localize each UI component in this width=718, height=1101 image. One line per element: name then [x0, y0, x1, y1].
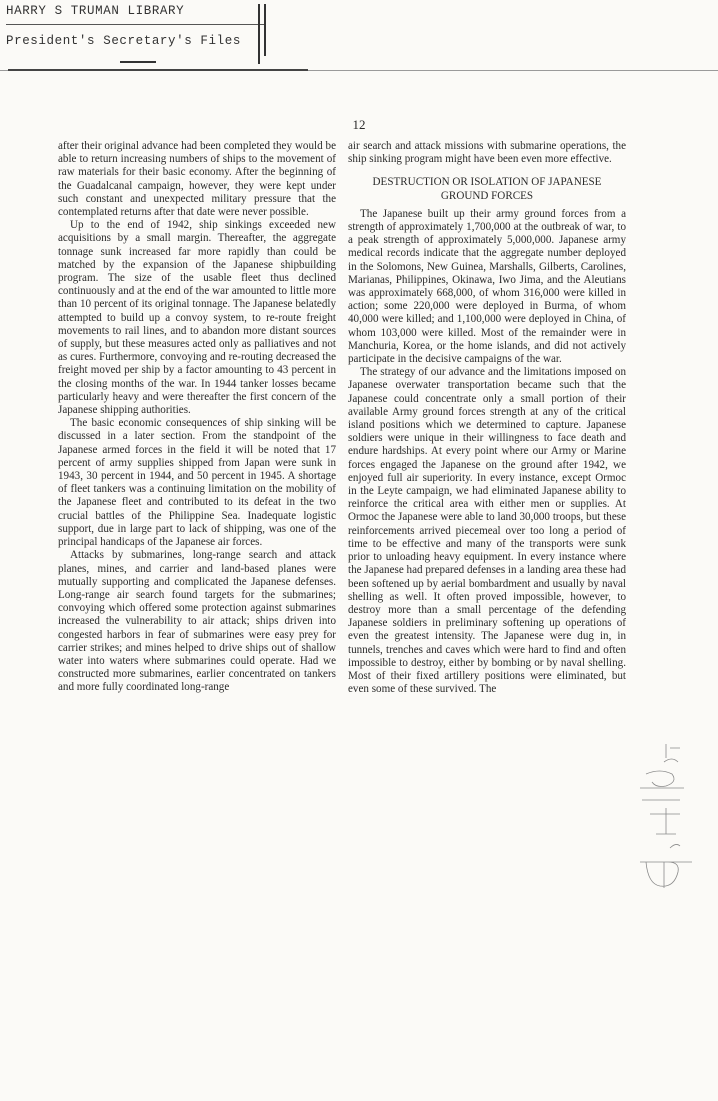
section-heading: DESTRUCTION OR ISOLATION OF JAPANESE GROUND FORCES [372, 176, 602, 202]
right-paragraph-2: The strategy of our advance and the limitations imposed on Japanese overwater transportation became such that the Japanese could concentrate only a small portion of their available Army ground forces strength at any of the critical island positions which we determined to capture. Japanese soldiers were unique in their willingness to face death and endure hardships. At every point where our Army or Marine forces engaged the Japanese on the ground after 1942, we enjoyed full air superiority. In every instance, except Ormoc in the Leyte campaign, we had eliminated Japanese ability to reinforce the critical area with either men or supplies. At Ormoc the Japanese were able to land 30,000 troops, but these reinforcements arrived piecemeal over too long a period of time to be effective and many of the transports were sunk prior to unloading heavy equipment. In every instance where the Japanese had prepared defenses in a landing area these had been softened up by aerial bombardment and usually by naval shelling as well. It often proved impossible, however, to destroy more than a small percentage of the defending Japanese soldiers in preliminary softening up operations of even the greatest intensity. The Japanese were dug in, in tunnels, trenches and caves which were hard to find and often impossible to destroy, either by bombing or by naval shelling. Most of their fixed artillery positions were eliminated, but even some of these survived. The [348, 366, 626, 696]
archive-stamp [6, 4, 270, 64]
margin-scribble-svg [636, 740, 696, 900]
left-paragraph-3: The basic economic consequences of ship sinking will be discussed in a later section. From the standpoint of the Japanese armed forces in the field it will be noted that 17 percent of army supplies shipped from Japan were sunk in 1943, 30 percent in 1944, and 50 percent in 1945. A shortage of fleet tankers was a continuing limitation on the mobility of the Japanese fleet and contributed to its defeat in the two crucial battles of the Philippine Sea. Inadequate logistic support, due in large part to lack of shipping, was one of the principal handicaps of the Japanese air forces. [58, 417, 336, 549]
left-column [58, 140, 336, 695]
header-rule-heavy [8, 69, 308, 71]
left-paragraph-4: Attacks by submarines, long-range search and attack planes, mines, and carrier and land-based planes were mutually supporting and complicated the Japanese defenses. Long-range air search found targets for the submarines; convoying which offered some protection against submarines increased the vulnerability to air attack; ships driven into congested harbors in fear of submarines were easy prey for carrier strikes; and mines helped to drive ships out of shallow water into waters where submarines could operate. Had we constructed more submarines, earlier concentrated on tankers and more fully coordinated long-range [58, 549, 336, 694]
stamp-border-right [264, 4, 266, 56]
left-paragraph-1: after their original advance had been completed they would be able to return increasing numbers of ships to the movement of raw materials for their basic economy. After the beginning of the Guadalcanal campaign, however, they were kept under such constant and unexpected military pressure that the contemplated returns after that date were never possible. [58, 140, 336, 219]
stamp-divider [6, 24, 264, 25]
stamp-border-left [258, 4, 260, 64]
right-column [348, 140, 626, 696]
stamp-files-name: President's Secretary's Files [6, 34, 241, 48]
stamp-library-name: HARRY S TRUMAN LIBRARY [6, 4, 185, 18]
page-number: 12 [352, 117, 366, 132]
right-paragraph-1: The Japanese built up their army ground forces from a strength of approximately 1,700,000 at the outbreak of war, to a peak strength of approximately 5,000,000. Japanese army medical records indicate that the aggregate number deployed in the Solomons, New Guinea, Marshalls, Gilberts, Carolines, Marianas, Philippines, Okinawa, Iwo Jima, and the Aleutians was approximately 668,000, of whom 316,000 were killed in action; some 220,000 were deployed in Burma, of whom 40,000 were killed; and 1,100,000 were deployed in China, of whom 103,000 were killed. Most of the remainder were in Manchuria, Korea, or the home islands, and did not actively participate in the decisive campaigns of the war. [348, 207, 626, 366]
left-paragraph-2: Up to the end of 1942, ship sinkings exceeded new acquisitions by a small margin. Thereafter, the aggregate tonnage sunk increased far more rapidly than could be matched by the expansion of the Japanese shipbuilding program. The size of the usable fleet thus declined continuously and at the end of the war amounted to little more than 10 percent of its original tonnage. The Japanese belatedly attempted to build up a convoy system, to re-route freight movements to rail lines, and to abandon more distant sources of supply, but these measures acted only as palliatives and not as cures. Furthermore, convoying and re-routing decreased the freight moved per ship by a factor amounting to 43 percent in the closing months of the war. In 1944 tanker losses became particularly heavy and were thereafter the first concern of the Japanese shipping authorities. [58, 219, 336, 417]
right-continuation: air search and attack missions with submarine operations, the ship sinking program might have been even more effective. [348, 140, 626, 166]
margin-scribble-marks [636, 740, 696, 900]
stamp-dash [120, 61, 156, 63]
